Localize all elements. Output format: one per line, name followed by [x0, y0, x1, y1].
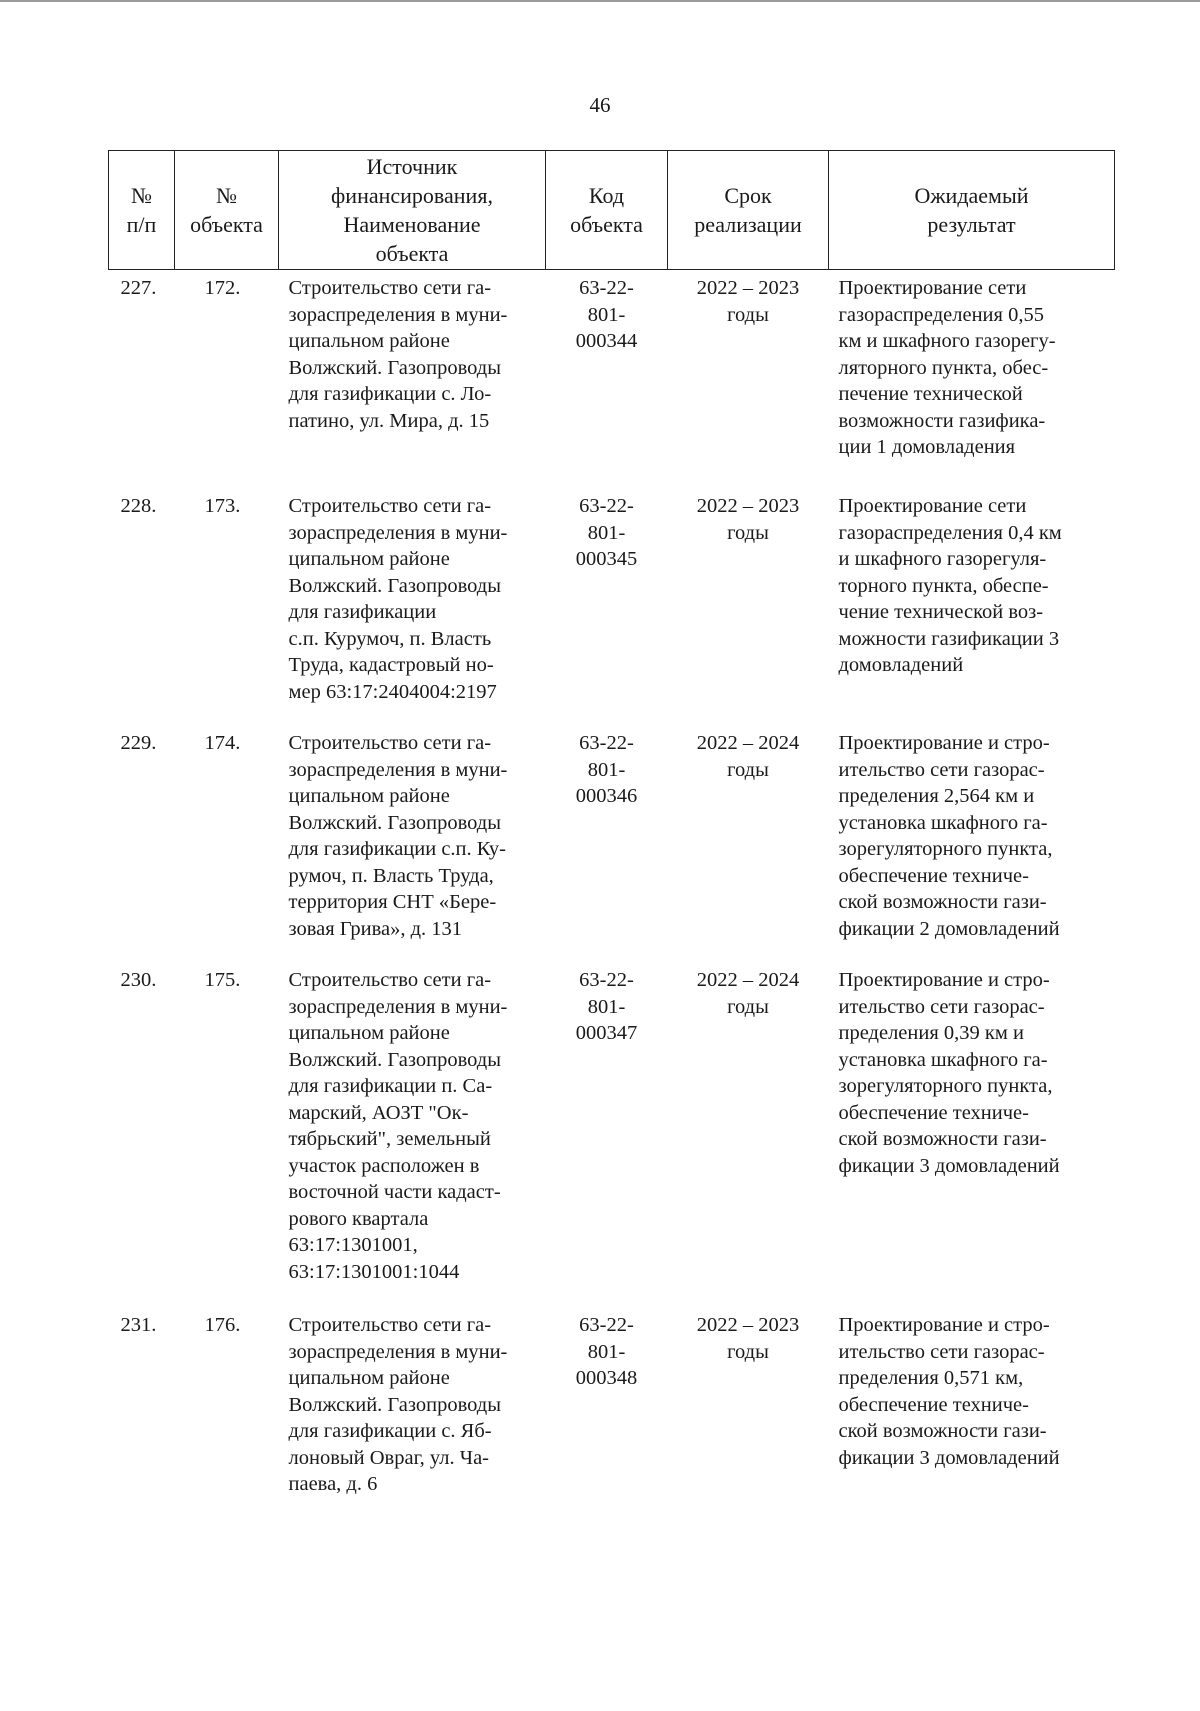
- header-line: объекта: [570, 212, 643, 237]
- header-result: [829, 151, 1115, 270]
- source-line: Волжский. Газопроводы: [288, 811, 501, 834]
- source-line: для газификации п. Са-: [288, 1075, 493, 1097]
- code-line: 63-22-: [579, 969, 634, 991]
- source-line: марский, АОЗТ "Ок-: [288, 1101, 469, 1124]
- source-line: мер 63:17:2404004:2197: [288, 680, 497, 703]
- result-line: ительство сети газорас-: [838, 758, 1045, 781]
- term-cell: [668, 270, 829, 489]
- header-line: №: [131, 183, 152, 208]
- result-line: Проектирование и стро-: [838, 1314, 1050, 1336]
- source-line: зораспределения в муни-: [288, 758, 508, 781]
- code-line: 000346: [575, 785, 638, 807]
- code-line: 801-: [587, 995, 626, 1018]
- term-cell: [668, 962, 829, 1307]
- table-header: [109, 151, 1115, 270]
- source-cell: [279, 725, 546, 962]
- code-line: 000348: [575, 1367, 638, 1389]
- code-line: 63-22-: [579, 732, 634, 754]
- source-cell: [279, 270, 546, 489]
- row-number: 230.: [120, 969, 157, 991]
- source-line: Строительство сети га-: [288, 969, 492, 991]
- source-line: для газификации: [288, 601, 437, 623]
- source-line: участок расположен в: [288, 1154, 480, 1177]
- result-line: ительство сети газорас-: [838, 995, 1045, 1018]
- result-line: возможности газифика-: [838, 409, 1046, 432]
- term-line: 2022 – 2023: [696, 277, 800, 299]
- header-num: [109, 151, 175, 270]
- source-line: рового квартала: [288, 1207, 429, 1230]
- source-line: зораспределения в муни-: [288, 303, 508, 326]
- source-line: восточной части кадаст-: [288, 1181, 501, 1203]
- result-cell: [829, 725, 1115, 962]
- source-line: для газификации с. Ло-: [288, 383, 492, 405]
- result-line: Проектирование сети: [838, 277, 1027, 299]
- source-line: румоч, п. Власть Труда,: [288, 864, 494, 887]
- source-cell: [279, 488, 546, 725]
- header-source: [279, 151, 546, 270]
- term-line: 2022 – 2023: [696, 1314, 800, 1336]
- source-line: ципальном районе: [288, 785, 450, 807]
- table-row: [109, 270, 1115, 489]
- result-line: газораспределения 0,55: [838, 303, 1044, 326]
- page-number: 46: [589, 93, 611, 117]
- result-line: Проектирование и стро-: [838, 732, 1050, 754]
- scan-edge-line: [0, 0, 1200, 2]
- header-line: Ожидаемый: [914, 183, 1029, 208]
- header-term: [668, 151, 829, 270]
- term-line: годы: [727, 995, 769, 1018]
- row-number: 231.: [120, 1314, 157, 1336]
- header-line: объекта: [190, 212, 263, 237]
- result-line: и шкафного газорегуля-: [838, 548, 1047, 570]
- code-cell: [546, 962, 668, 1307]
- source-cell: [279, 962, 546, 1307]
- code-line: 000345: [575, 548, 638, 570]
- object-number: 175.: [204, 969, 241, 991]
- term-cell: [668, 725, 829, 962]
- object-number: 174.: [204, 732, 241, 754]
- result-line: фикации 2 домовладений: [838, 917, 1060, 940]
- result-line: фикации 3 домовладений: [838, 1154, 1060, 1177]
- term-line: 2022 – 2024: [696, 732, 800, 754]
- source-line: Строительство сети га-: [288, 495, 492, 517]
- result-line: фикации 3 домовладений: [838, 1446, 1060, 1469]
- code-line: 801-: [587, 1340, 626, 1363]
- source-line: зораспределения в муни-: [288, 521, 508, 544]
- table-row: [109, 962, 1115, 1307]
- result-line: чение технической воз-: [838, 601, 1044, 623]
- result-line: можности газификации 3: [838, 627, 1060, 650]
- source-line: ципальном районе: [288, 1022, 450, 1044]
- code-line: 801-: [587, 521, 626, 544]
- source-line: Труда, кадастровый но-: [288, 654, 494, 676]
- header-line: п/п: [126, 212, 157, 237]
- result-line: домовладений: [838, 654, 964, 676]
- header-line: объекта: [375, 241, 449, 266]
- term-cell: [668, 1307, 829, 1512]
- header-line: результат: [927, 212, 1016, 237]
- term-line: годы: [727, 521, 769, 544]
- result-line: пределения 2,564 км и: [838, 785, 1035, 807]
- result-cell: [829, 962, 1115, 1307]
- result-line: км и шкафного газорегу-: [838, 330, 1056, 352]
- source-line: патино, ул. Мира, д. 15: [288, 409, 490, 432]
- result-line: Проектирование и стро-: [838, 969, 1050, 991]
- row-number: 227.: [120, 277, 157, 299]
- result-line: пределения 0,39 км и: [838, 1022, 1024, 1044]
- code-cell: [546, 488, 668, 725]
- result-cell: [829, 270, 1115, 489]
- source-line: с.п. Курумоч, п. Власть: [288, 627, 492, 650]
- table-body: [109, 270, 1115, 1513]
- result-line: зорегуляторного пункта,: [838, 1075, 1053, 1097]
- term-line: 2022 – 2023: [696, 495, 800, 517]
- table-row: [109, 1307, 1115, 1512]
- source-line: Волжский. Газопроводы: [288, 356, 501, 379]
- result-line: установка шкафного га-: [838, 811, 1048, 834]
- result-line: установка шкафного га-: [838, 1048, 1048, 1071]
- source-line: зовая Грива», д. 131: [288, 917, 463, 940]
- object-number: 172.: [204, 277, 241, 299]
- source-line: зораспределения в муни-: [288, 1340, 508, 1363]
- source-line: для газификации с.п. Ку-: [288, 838, 506, 860]
- result-line: ляторного пункта, обес-: [838, 356, 1049, 379]
- object-number: 173.: [204, 495, 241, 517]
- term-line: годы: [727, 758, 769, 781]
- source-line: паева, д. 6: [288, 1473, 378, 1495]
- source-line: ципальном районе: [288, 548, 450, 570]
- code-line: 801-: [587, 758, 626, 781]
- source-line: Строительство сети га-: [288, 1314, 492, 1336]
- code-line: 63-22-: [579, 277, 634, 299]
- row-number: 228.: [120, 495, 157, 517]
- objects-table: [108, 150, 1115, 1512]
- result-line: газораспределения 0,4 км: [838, 521, 1062, 544]
- header-line: Код: [588, 183, 625, 208]
- result-line: ции 1 домовладения: [838, 436, 1016, 458]
- header-line: финансирования,: [331, 183, 493, 208]
- source-cell: [279, 1307, 546, 1512]
- object-number: 176.: [204, 1314, 241, 1336]
- source-line: тябрьский", земельный: [288, 1128, 491, 1150]
- term-cell: [668, 488, 829, 725]
- result-line: торного пункта, обеспе-: [838, 574, 1049, 597]
- source-line: Волжский. Газопроводы: [288, 1393, 501, 1416]
- result-line: пределения 0,571 км,: [838, 1367, 1024, 1389]
- term-line: годы: [727, 1340, 769, 1363]
- source-line: ципальном районе: [288, 1367, 450, 1389]
- result-line: печение технической: [838, 383, 1023, 405]
- code-line: 000347: [575, 1022, 638, 1044]
- result-line: Проектирование сети: [838, 495, 1027, 517]
- result-line: ской возможности гази-: [838, 1420, 1047, 1442]
- result-line: ской возможности гази-: [838, 1128, 1047, 1150]
- source-line: 63:17:1301001:1044: [288, 1260, 460, 1283]
- header-line: Источник: [366, 154, 458, 179]
- code-cell: [546, 1307, 668, 1512]
- term-line: годы: [727, 303, 769, 326]
- code-line: 000344: [575, 330, 638, 352]
- header-object-num: [175, 151, 279, 270]
- result-line: ительство сети газорас-: [838, 1340, 1045, 1363]
- code-line: 63-22-: [579, 1314, 634, 1336]
- source-line: Волжский. Газопроводы: [288, 574, 501, 597]
- code-line: 801-: [587, 303, 626, 326]
- source-line: Строительство сети га-: [288, 277, 492, 299]
- code-cell: [546, 270, 668, 489]
- row-number: 229.: [120, 732, 157, 754]
- term-line: 2022 – 2024: [696, 969, 800, 991]
- result-line: обеспечение техниче-: [838, 1393, 1029, 1416]
- result-line: ской возможности гази-: [838, 891, 1047, 913]
- result-cell: [829, 1307, 1115, 1512]
- header-code: [546, 151, 668, 270]
- result-line: обеспечение техниче-: [838, 1101, 1029, 1124]
- code-cell: [546, 725, 668, 962]
- source-line: территория СНТ «Бере-: [288, 891, 497, 913]
- header-line: реализации: [694, 212, 802, 237]
- result-line: зорегуляторного пункта,: [838, 838, 1053, 860]
- header-line: Срок: [724, 183, 772, 208]
- table-row: [109, 488, 1115, 725]
- source-line: Строительство сети га-: [288, 732, 492, 754]
- source-line: 63:17:1301001,: [288, 1234, 418, 1256]
- code-line: 63-22-: [579, 495, 634, 517]
- source-line: Волжский. Газопроводы: [288, 1048, 501, 1071]
- result-cell: [829, 488, 1115, 725]
- header-line: Наименование: [343, 212, 481, 237]
- header-row: [109, 151, 1115, 270]
- result-line: обеспечение техниче-: [838, 864, 1029, 887]
- source-line: ципальном районе: [288, 330, 450, 352]
- source-line: для газификации с. Яб-: [288, 1420, 492, 1442]
- header-line: №: [216, 183, 237, 208]
- table-row: [109, 725, 1115, 962]
- source-line: зораспределения в муни-: [288, 995, 508, 1018]
- source-line: лоновый Овраг, ул. Ча-: [288, 1446, 490, 1469]
